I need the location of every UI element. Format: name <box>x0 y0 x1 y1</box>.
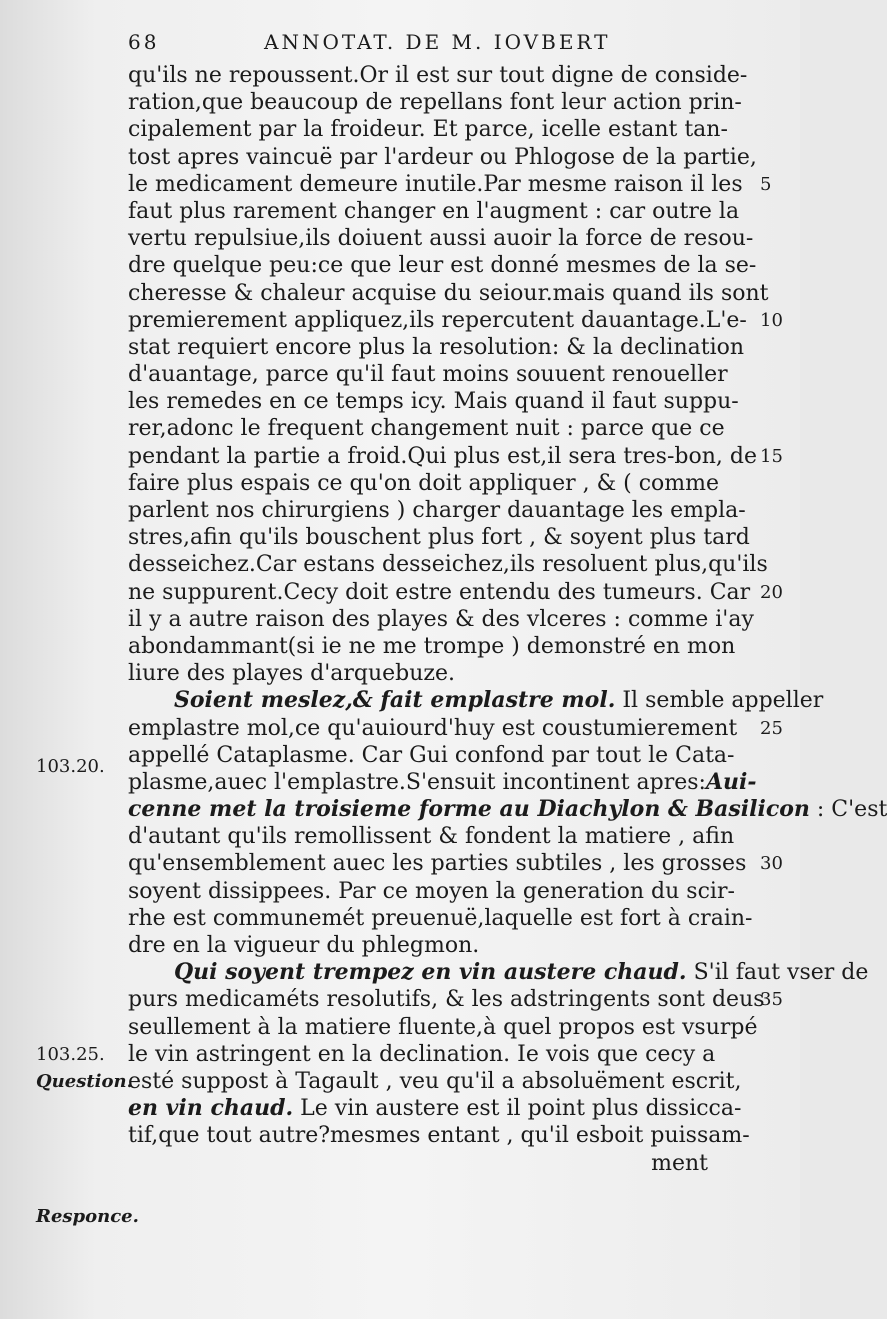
text-line: d'autant qu'ils remollissent & fondent la matiere , afin <box>128 824 735 850</box>
running-title: ANNOTAT. DE M. IOVBERT <box>264 30 611 54</box>
catchword: ment <box>651 1150 708 1176</box>
text-line: liure des playes d'arquebuze. <box>128 661 456 687</box>
text-line: vertu repulsiue,ils doiuent aussi auoir la force de resou- <box>128 226 754 252</box>
text-line: qu'ils ne repoussent.Or il est sur tout digne de conside- <box>128 63 748 88</box>
lemma-italic: Soient meslez,& fait emplastre mol. <box>174 687 616 714</box>
line-number: 10 <box>760 309 783 331</box>
page-number: 68 <box>128 30 160 54</box>
text-line <box>128 796 887 823</box>
text-line: il y a autre raison des playes & des vlceres : comme i'ay <box>128 606 754 632</box>
text-line: appellé Cataplasme. Car Gui confond par tout le Cata- <box>128 742 735 768</box>
quote-italic: Aui- <box>705 768 757 795</box>
text-line <box>128 307 783 334</box>
text-line: stres,afin qu'ils bouschent plus fort , & soyent plus tard <box>128 525 750 551</box>
lemma-line <box>128 687 824 714</box>
text-line: cheresse & chaleur acquise du seiour.mais quand ils sont <box>128 280 769 306</box>
text-line: cipalement par la froideur. Et parce, icelle estant tan- <box>128 117 728 143</box>
lemma-line <box>128 959 869 986</box>
text-line-content: pendant la partie a froid.Qui plus est,il sera tres-bon, de <box>128 443 757 469</box>
text-line-content: qu'ensemblement auec les parties subtiles , les grosses <box>128 851 747 877</box>
text-line: stat requiert encore plus la resolution: & la declination <box>128 334 745 360</box>
text-line <box>128 850 783 877</box>
text-line <box>128 171 772 198</box>
body-text <box>128 62 887 1177</box>
text-line: esté suppost à Tagault , veu qu'il a absoluëment escrit, <box>128 1068 742 1094</box>
margin-reference: 103.25. <box>36 1044 105 1065</box>
text-line-content: ne suppurent.Cecy doit estre entendu des tumeurs. Car <box>128 579 751 605</box>
text-line <box>128 443 783 470</box>
line-number: 20 <box>760 581 783 603</box>
text-line: desseichez.Car estans desseichez,ils resoluent plus,qu'ils <box>128 552 768 578</box>
quote-italic: cenne met la troisieme forme au Diachylon & Basilicon <box>128 796 810 823</box>
text-line <box>128 986 783 1013</box>
text-line: abondammant(si ie ne me trompe ) demonstré en mon <box>128 633 736 659</box>
text-line: rer,adonc le frequent changement nuit : parce que ce <box>128 416 725 442</box>
text-line-content: plasme,auec l'emplastre.S'ensuit incontinent apres: <box>128 769 706 795</box>
text-line: les remedes en ce temps icy. Mais quand il faut suppu- <box>128 389 739 415</box>
text-line: soyent dissippees. Par ce moyen la generation du scir- <box>128 878 735 904</box>
text-line: seullement à la matiere fluente,à quel propos est vsurpé <box>128 1014 758 1040</box>
text-line <box>128 1095 768 1122</box>
text-line-content: le medicament demeure inutile.Par mesme raison il les <box>128 171 743 197</box>
text-line: le vin astringent en la declination. Ie vois que cecy a <box>128 1041 716 1067</box>
lemma-italic: Qui soyent trempez en vin austere chaud. <box>174 959 687 986</box>
line-number: 35 <box>760 989 783 1011</box>
text-line <box>128 769 768 796</box>
margin-reference: 103.20. <box>36 756 105 777</box>
text-line: parlent nos chirurgiens ) charger dauantage les empla- <box>128 498 746 523</box>
lemma-text: S'il faut vser de <box>693 960 869 986</box>
text-line: rhe est communemét preuenuë,laquelle est fort à crain- <box>128 905 753 931</box>
line-number: 30 <box>760 853 783 875</box>
line-number: 25 <box>760 717 783 739</box>
lemma-text: Le vin austere est il point plus dissicca- <box>300 1096 742 1122</box>
lemma-text: Il semble appeller <box>622 688 824 714</box>
text-line: tost apres vaincuë par l'ardeur ou Phlogose de la partie, <box>128 144 757 170</box>
text-line-content: purs medicaméts resolutifs, & les adstringents sont deus <box>128 987 765 1013</box>
margin-note-responce: Responce. <box>36 1206 139 1227</box>
text-line: dre quelque peu:ce que leur est donné mesmes de la se- <box>128 253 757 279</box>
text-line: d'auantage, parce qu'il faut moins souuent renoueller <box>128 362 728 388</box>
lemma-italic: en vin chaud. <box>128 1095 294 1122</box>
text-line: tif,que tout autre?mesmes entant , qu'il esboit puissam- <box>128 1123 750 1149</box>
text-line-content: premierement appliquez,ils repercutent dauantage.L'e- <box>128 307 747 333</box>
text-line: faire plus espais ce qu'on doit appliquer , & ( comme <box>128 470 720 496</box>
line-number: 5 <box>760 173 772 195</box>
text-line-content: : C'est <box>816 797 887 823</box>
text-line: ration,que beaucoup de repellans font leur action prin- <box>128 90 742 116</box>
line-number: 15 <box>760 445 783 467</box>
text-line-content: emplastre mol,ce qu'auiourd'huy est coustumierement <box>128 715 738 741</box>
text-line: faut plus rarement changer en l'augment : car outre la <box>128 198 740 224</box>
text-line <box>128 715 783 742</box>
text-line <box>128 579 783 606</box>
text-line: dre en la vigueur du phlegmon. <box>128 933 480 958</box>
margin-note-question: Question. <box>36 1071 133 1092</box>
